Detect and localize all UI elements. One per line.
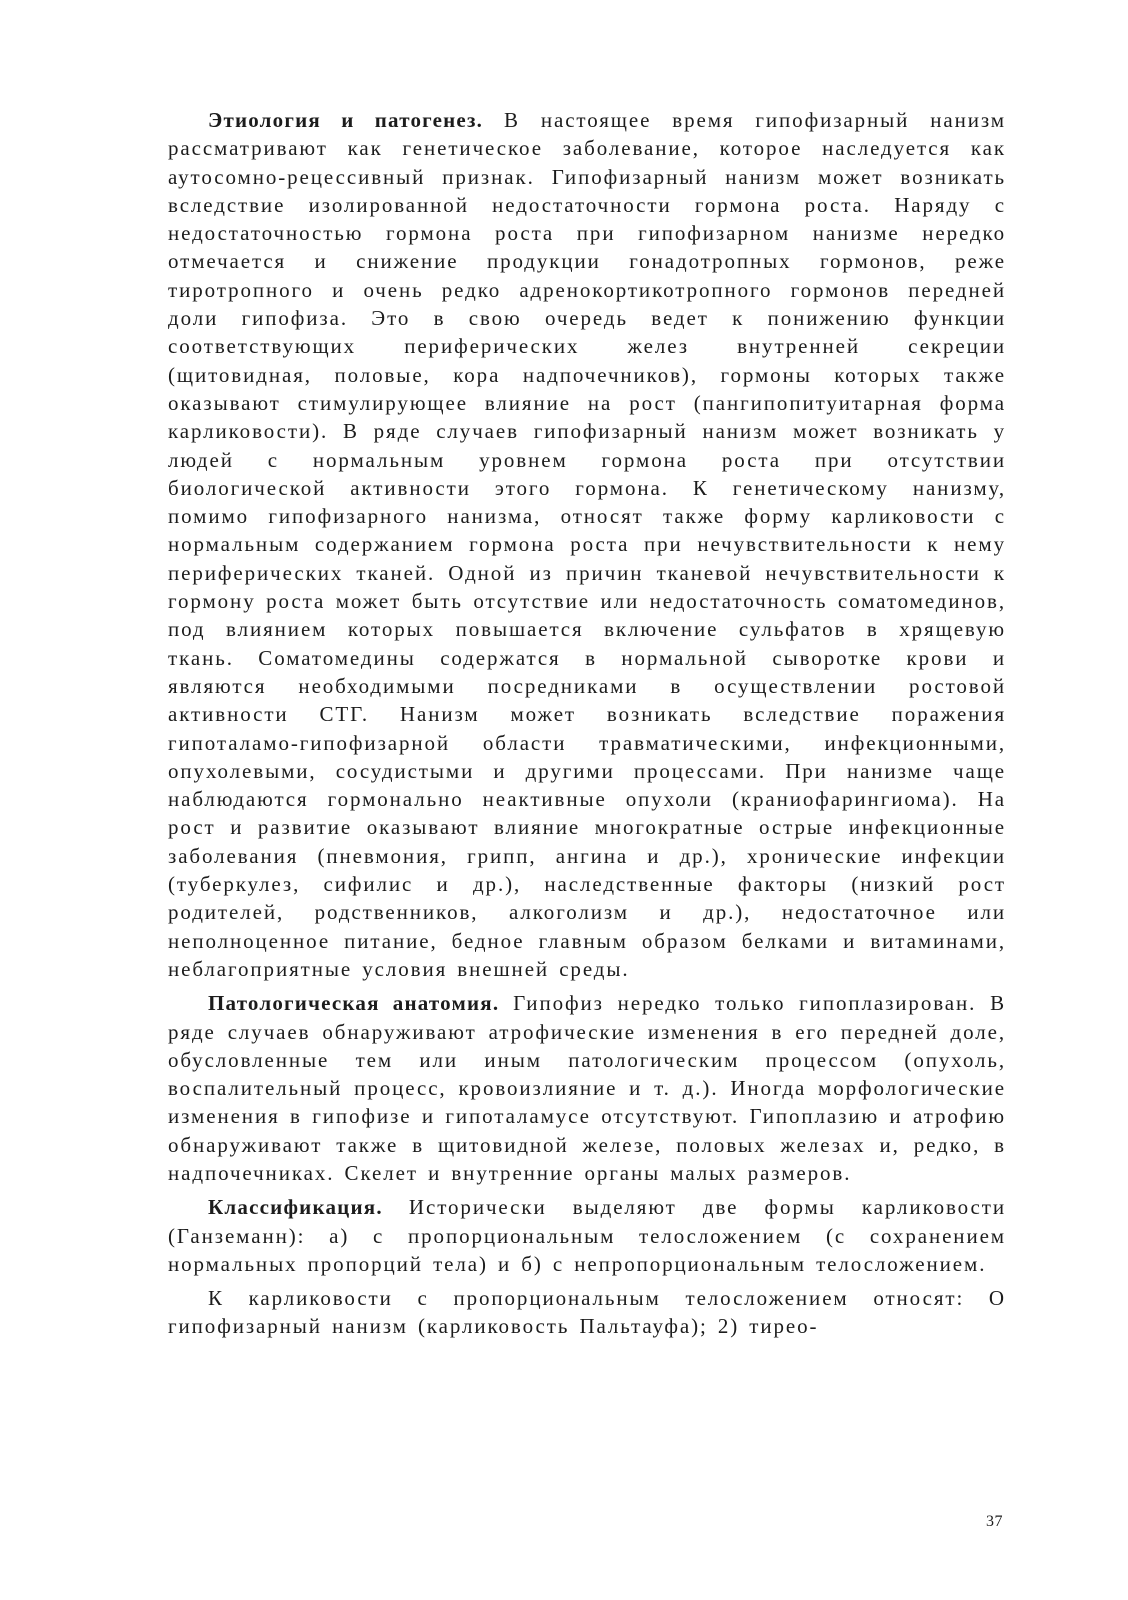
paragraph-classification	[168, 1193, 1006, 1278]
heading-etiology: Этиология и патогенез.	[208, 108, 484, 132]
body-text	[168, 106, 1006, 1341]
paragraph-pathology	[168, 989, 1006, 1187]
heading-classification: Классификация.	[208, 1195, 383, 1220]
text-proportional: К карликовости с пропорциональным телосложением относят: О гипофизарный нанизм (карликовость Пальтауфа); 2) тирео-	[168, 1286, 1006, 1339]
text-etiology: В настоящее время гипофизарный нанизм рассматривают как генетическое заболевание, которое наследуется как аутосомно-рецессивный признак. Гипофизарный нанизм может возникать вследствие изолированной недостаточности гормона роста. Наряду с недостаточностью гормона роста при гипофизарном нанизме нередко отмечается и снижение продукции гонадотропных гормонов, реже тиротропного и очень редко адренокортикотропного гормонов передней доли гипофиза. Это в свою очередь ведет к понижению функции соответствующих периферических желез внутренней секреции (щитовидная, половые, кора надпочечников), гормоны которых также оказывают стимулирующее влияние на рост (пангипопитуитарная форма карликовости). В ряде случаев гипофизарный нанизм может возникать у людей с нормальным уровнем гормона роста при отсутствии биологической активности этого гормона. К генетическому нанизму, помимо гипофизарного нанизма, относят также форму карликовости с нормальным содержанием гормона роста при нечувствительности к нему периферических тканей. Одной из причин тканевой нечувствительности к гормону роста может быть отсутствие или недостаточность соматомединов, под влиянием которых повышается включение сульфатов в хрящевую ткань. Соматомедины содержатся в нормальной сыворотке крови и являются необходимыми посредниками в осуществлении ростовой активности СТГ. Нанизм может возникать вследствие поражения гипоталамо-гипофизарной области травматическими, инфекционными, опухолевыми, сосудистыми и другими процессами. При нанизме чаще наблюдаются гормонально неактивные опухоли (краниофарингиома). На рост и развитие оказывают влияние многократные острые инфекционные заболевания (пневмония, грипп, ангина и др.), хронические инфекции (туберкулез, сифилис и др.), наследственные факторы (низкий рост родителей, родственников, алкоголизм и др.), недостаточное или неполноценное питание, бедное главным образом белками и витаминами, неблагоприятные условия внешней среды.	[168, 108, 1006, 981]
heading-pathology: Патологическая анатомия.	[208, 991, 500, 1016]
paragraph-proportional	[168, 1284, 1006, 1341]
paragraph-etiology	[168, 106, 1006, 983]
text-pathology: Гипофиз нередко только гипоплазирован. В ряде случаев обнаруживают атрофические изменения в его передней доле, обусловленные тем или иным патологическим процессом (опухоль, воспалительный процесс, кровоизлияние и т. д.). Иногда морфологические изменения в гипофизе и гипоталамусе отсутствуют. Гипоплазию и атрофию обнаруживают также в щитовидной железе, половых железах и, редко, в надпочечниках. Скелет и внутренние органы малых размеров.	[168, 991, 1006, 1185]
page-number: 37	[986, 1513, 1003, 1530]
text-classification: Исторически выделяют две формы карликовости (Ганземанн): а) с пропорциональным телосложением (с сохранением нормальных пропорций тела) и б) с непропорциональным телосложением.	[168, 1195, 1006, 1276]
